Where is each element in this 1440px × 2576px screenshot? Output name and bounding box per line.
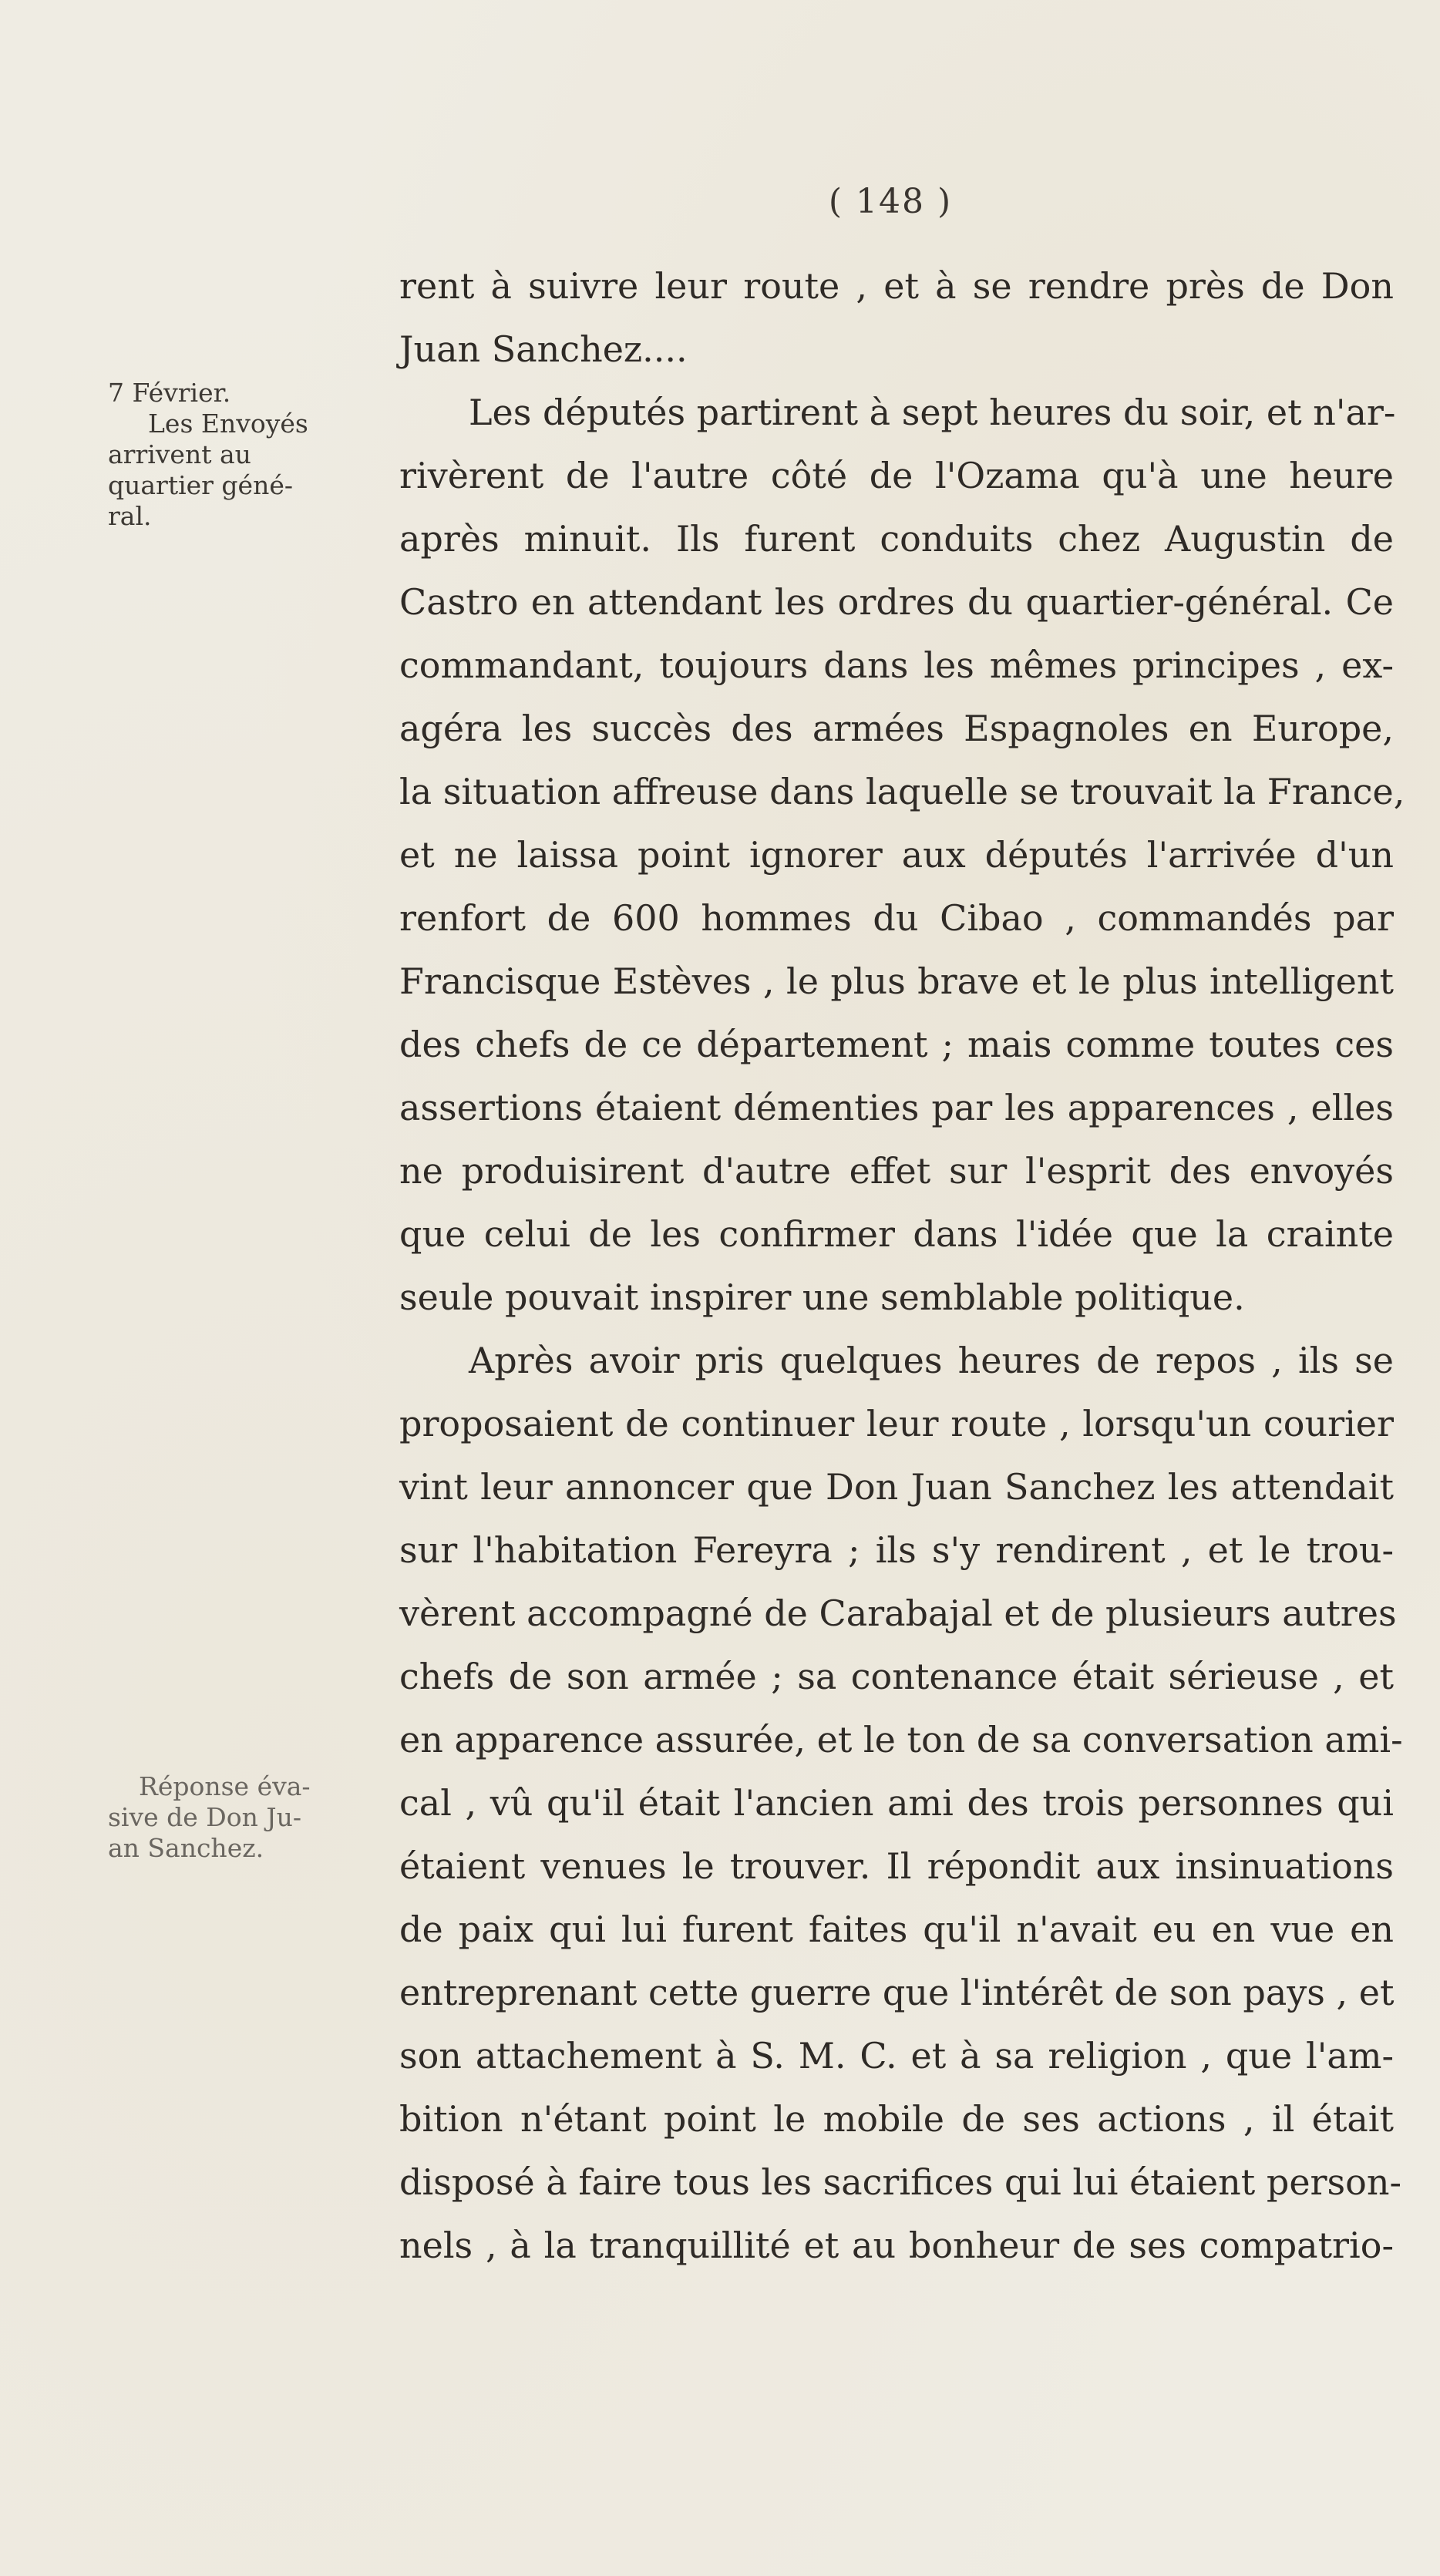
text-line: en apparence assurée, et le ton de sa conversation ami-: [399, 1719, 1403, 1760]
text-line: proposaient de continuer leur route , lorsqu'un courier: [399, 1403, 1394, 1444]
text-line: Juan Sanchez....: [399, 328, 688, 370]
marginal-note-line: quartier géné-: [108, 470, 294, 500]
marginal-note-line: Les Envoyés: [148, 409, 308, 439]
text-line: rent à suivre leur route , et à se rendre près de Don: [399, 265, 1394, 307]
text-line: agéra les succès des armées Espagnoles en Europe,: [399, 708, 1394, 749]
text-line: des chefs de ce département ; mais comme toutes ces: [399, 1024, 1394, 1065]
marginal-note-line: ral.: [108, 501, 152, 531]
marginal-note-arrival: [108, 378, 385, 532]
text-line: Castro en attendant les ordres du quartier-général. Ce: [399, 581, 1394, 623]
text-line: commandant, toujours dans les mêmes principes , ex-: [399, 644, 1394, 686]
text-line: cal , vû qu'il était l'ancien ami des trois personnes qui: [399, 1782, 1394, 1824]
text-line: nels , à la tranquillité et au bonheur de ses compatrio-: [399, 2225, 1394, 2266]
text-line: et ne laissa point ignorer aux députés l'arrivée d'un: [399, 834, 1394, 876]
text-line: vint leur annoncer que Don Juan Sanchez les attendait: [399, 1466, 1394, 1508]
text-line: que celui de les confirmer dans l'idée que la crainte: [399, 1213, 1394, 1255]
page-number: ( 148 ): [828, 182, 953, 221]
text-line: assertions étaient démenties par les apparences , elles: [399, 1087, 1394, 1128]
text-line: rivèrent de l'autre côté de l'Ozama qu'à une heure: [399, 455, 1394, 496]
text-line: chefs de son armée ; sa contenance était sérieuse , et: [399, 1656, 1394, 1697]
text-line: de paix qui lui furent faites qu'il n'avait eu en vue en: [399, 1908, 1394, 1950]
text-line: sur l'habitation Fereyra ; ils s'y rendirent , et le trou-: [399, 1529, 1394, 1571]
text-line: renfort de 600 hommes du Cibao , commandés par: [399, 897, 1394, 939]
text-line: vèrent accompagné de Carabajal et de plusieurs autres: [399, 1592, 1397, 1634]
text-line: bition n'étant point le mobile de ses actions , il était: [399, 2098, 1394, 2140]
marginal-note-response: [108, 1771, 385, 1864]
text-line: Les députés partirent à sept heures du soir, et n'ar-: [469, 392, 1396, 433]
text-line: étaient venues le trouver. Il répondit aux insinuations: [399, 1845, 1394, 1887]
text-line: entreprenant cette guerre que l'intérêt de son pays , et: [399, 1972, 1395, 2013]
text-line: seule pouvait inspirer une semblable politique.: [399, 1276, 1245, 1318]
text-line: Après avoir pris quelques heures de repos , ils se: [469, 1340, 1394, 1381]
body-text: [399, 254, 1405, 2277]
text-line: Francisque Estèves , le plus brave et le plus intelligent: [399, 960, 1394, 1002]
marginal-note-line: sive de Don Ju-: [108, 1802, 301, 1832]
marginal-note-line: 7 Février.: [108, 378, 231, 408]
text-line: la situation affreuse dans laquelle se trouvait la France,: [399, 771, 1405, 812]
text-line: son attachement à S. M. C. et à sa religion , que l'am-: [399, 2035, 1394, 2077]
marginal-note-line: arrivent au: [108, 439, 251, 469]
marginal-note-line: an Sanchez.: [108, 1833, 264, 1863]
text-line: ne produisirent d'autre effet sur l'esprit des envoyés: [399, 1150, 1394, 1192]
marginal-note-line: Réponse éva-: [139, 1771, 311, 1801]
text-line: après minuit. Ils furent conduits chez Augustin de: [399, 518, 1394, 560]
text-line: disposé à faire tous les sacrifices qui lui étaient person-: [399, 2161, 1401, 2203]
